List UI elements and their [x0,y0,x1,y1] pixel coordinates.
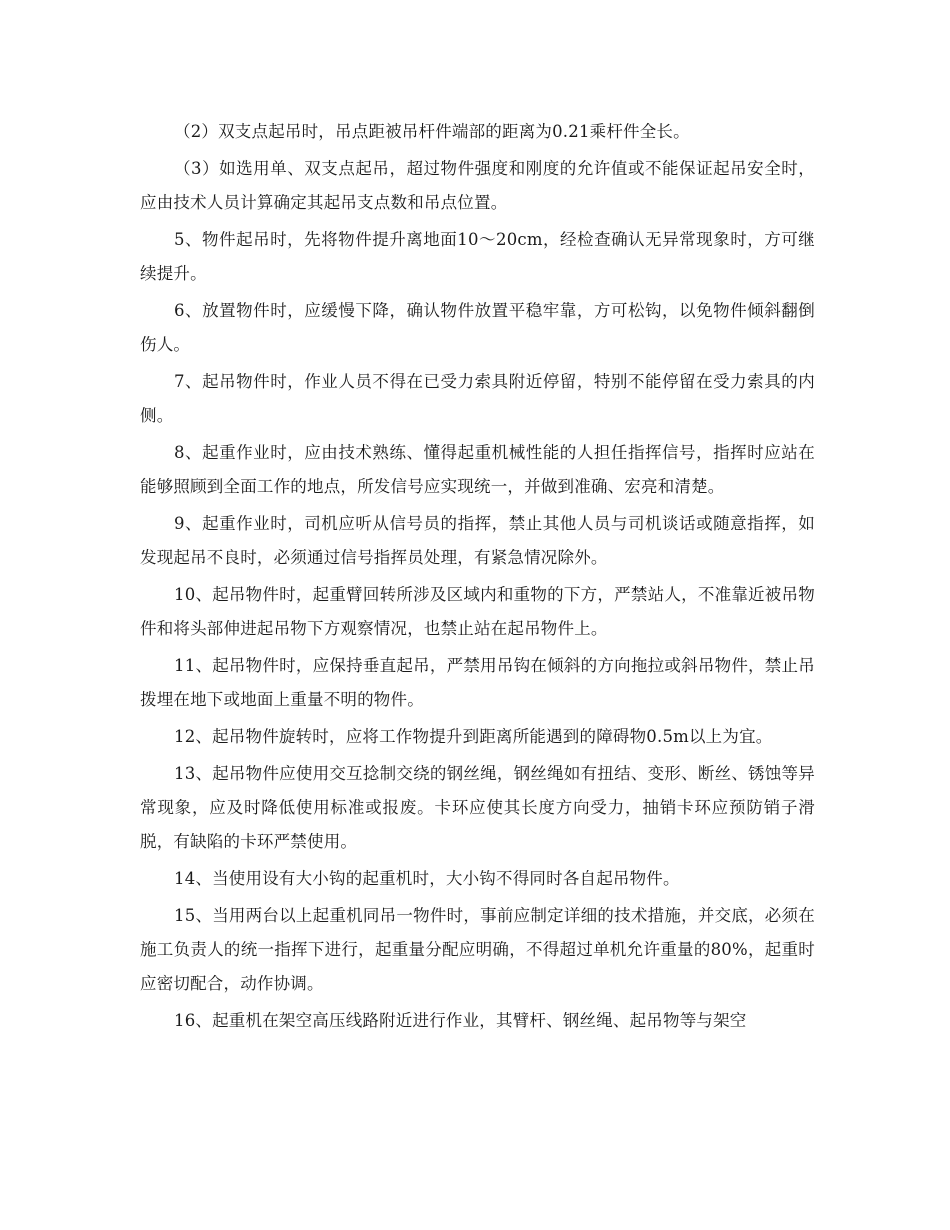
paragraph-double-point-lift: （2）双支点起吊时，吊点距被吊杆件端部的距离为0.21乘杆件全长。 [174,122,690,141]
paragraph-item-8: 8、起重作业时，应由技术熟练、懂得起重机械性能的人担任指挥信号，指挥时应站在能够照顾到全面工作的地点，所发信号应实现统一，并做到准确、宏亮和清楚。 [140,443,815,496]
paragraph-item-14: 14、当使用设有大小钩的起重机时，大小钩不得同时各自起吊物件。 [174,869,680,888]
paragraph-item-16: 16、起重机在架空高压线路附近进行作业，其臂杆、钢丝绳、起吊物等与架空 [174,1011,747,1030]
paragraph-item-5: 5、物件起吊时，先将物件提升离地面10～20cm，经检查确认无异常现象时，方可继续提升。 [140,230,815,283]
document-body [140,115,815,1041]
paragraph-item-10: 10、起吊物件时，起重臂回转所涉及区域内和重物的下方，严禁站人，不准靠近被吊物件和将头部伸进起吊物下方观察情况，也禁止站在起吊物件上。 [140,585,815,638]
paragraph-item-15: 15、当用两台以上起重机同吊一物件时，事前应制定详细的技术措施，并交底，必须在施工负责人的统一指挥下进行，起重量分配应明确，不得超过单机允许重量的80%，起重时应密切配合，动作协调。 [140,906,815,993]
paragraph-item-11: 11、起吊物件时，应保持垂直起吊，严禁用吊钩在倾斜的方向拖拉或斜吊物件，禁止吊拨埋在地下或地面上重量不明的物件。 [140,656,815,709]
paragraph-item-9: 9、起重作业时，司机应听从信号员的指挥，禁止其他人员与司机谈话或随意指挥，如发现起吊不良时，必须通过信号指挥员处理，有紧急情况除外。 [140,514,815,567]
paragraph-item-7: 7、起吊物件时，作业人员不得在已受力索具附近停留，特别不能停留在受力索具的内侧。 [140,372,815,425]
paragraph-item-13: 13、起吊物件应使用交互捻制交绕的钢丝绳，钢丝绳如有扭结、变形、断丝、锈蚀等异常现象，应及时降低使用标准或报废。卡环应使其长度方向受力，抽销卡环应预防销子滑脱，有缺陷的卡环严禁使用。 [140,764,815,851]
paragraph-item-12: 12、起吊物件旋转时，应将工作物提升到距离所能遇到的障碍物0.5m以上为宜。 [174,727,773,746]
paragraph-item-6: 6、放置物件时，应缓慢下降，确认物件放置平稳牢靠，方可松钩，以免物件倾斜翻倒伤人。 [140,301,815,354]
paragraph-lift-point-calculation: （3）如选用单、双支点起吊，超过物件强度和刚度的允许值或不能保证起吊安全时，应由技术人员计算确定其起吊支点数和吊点位置。 [140,159,815,212]
